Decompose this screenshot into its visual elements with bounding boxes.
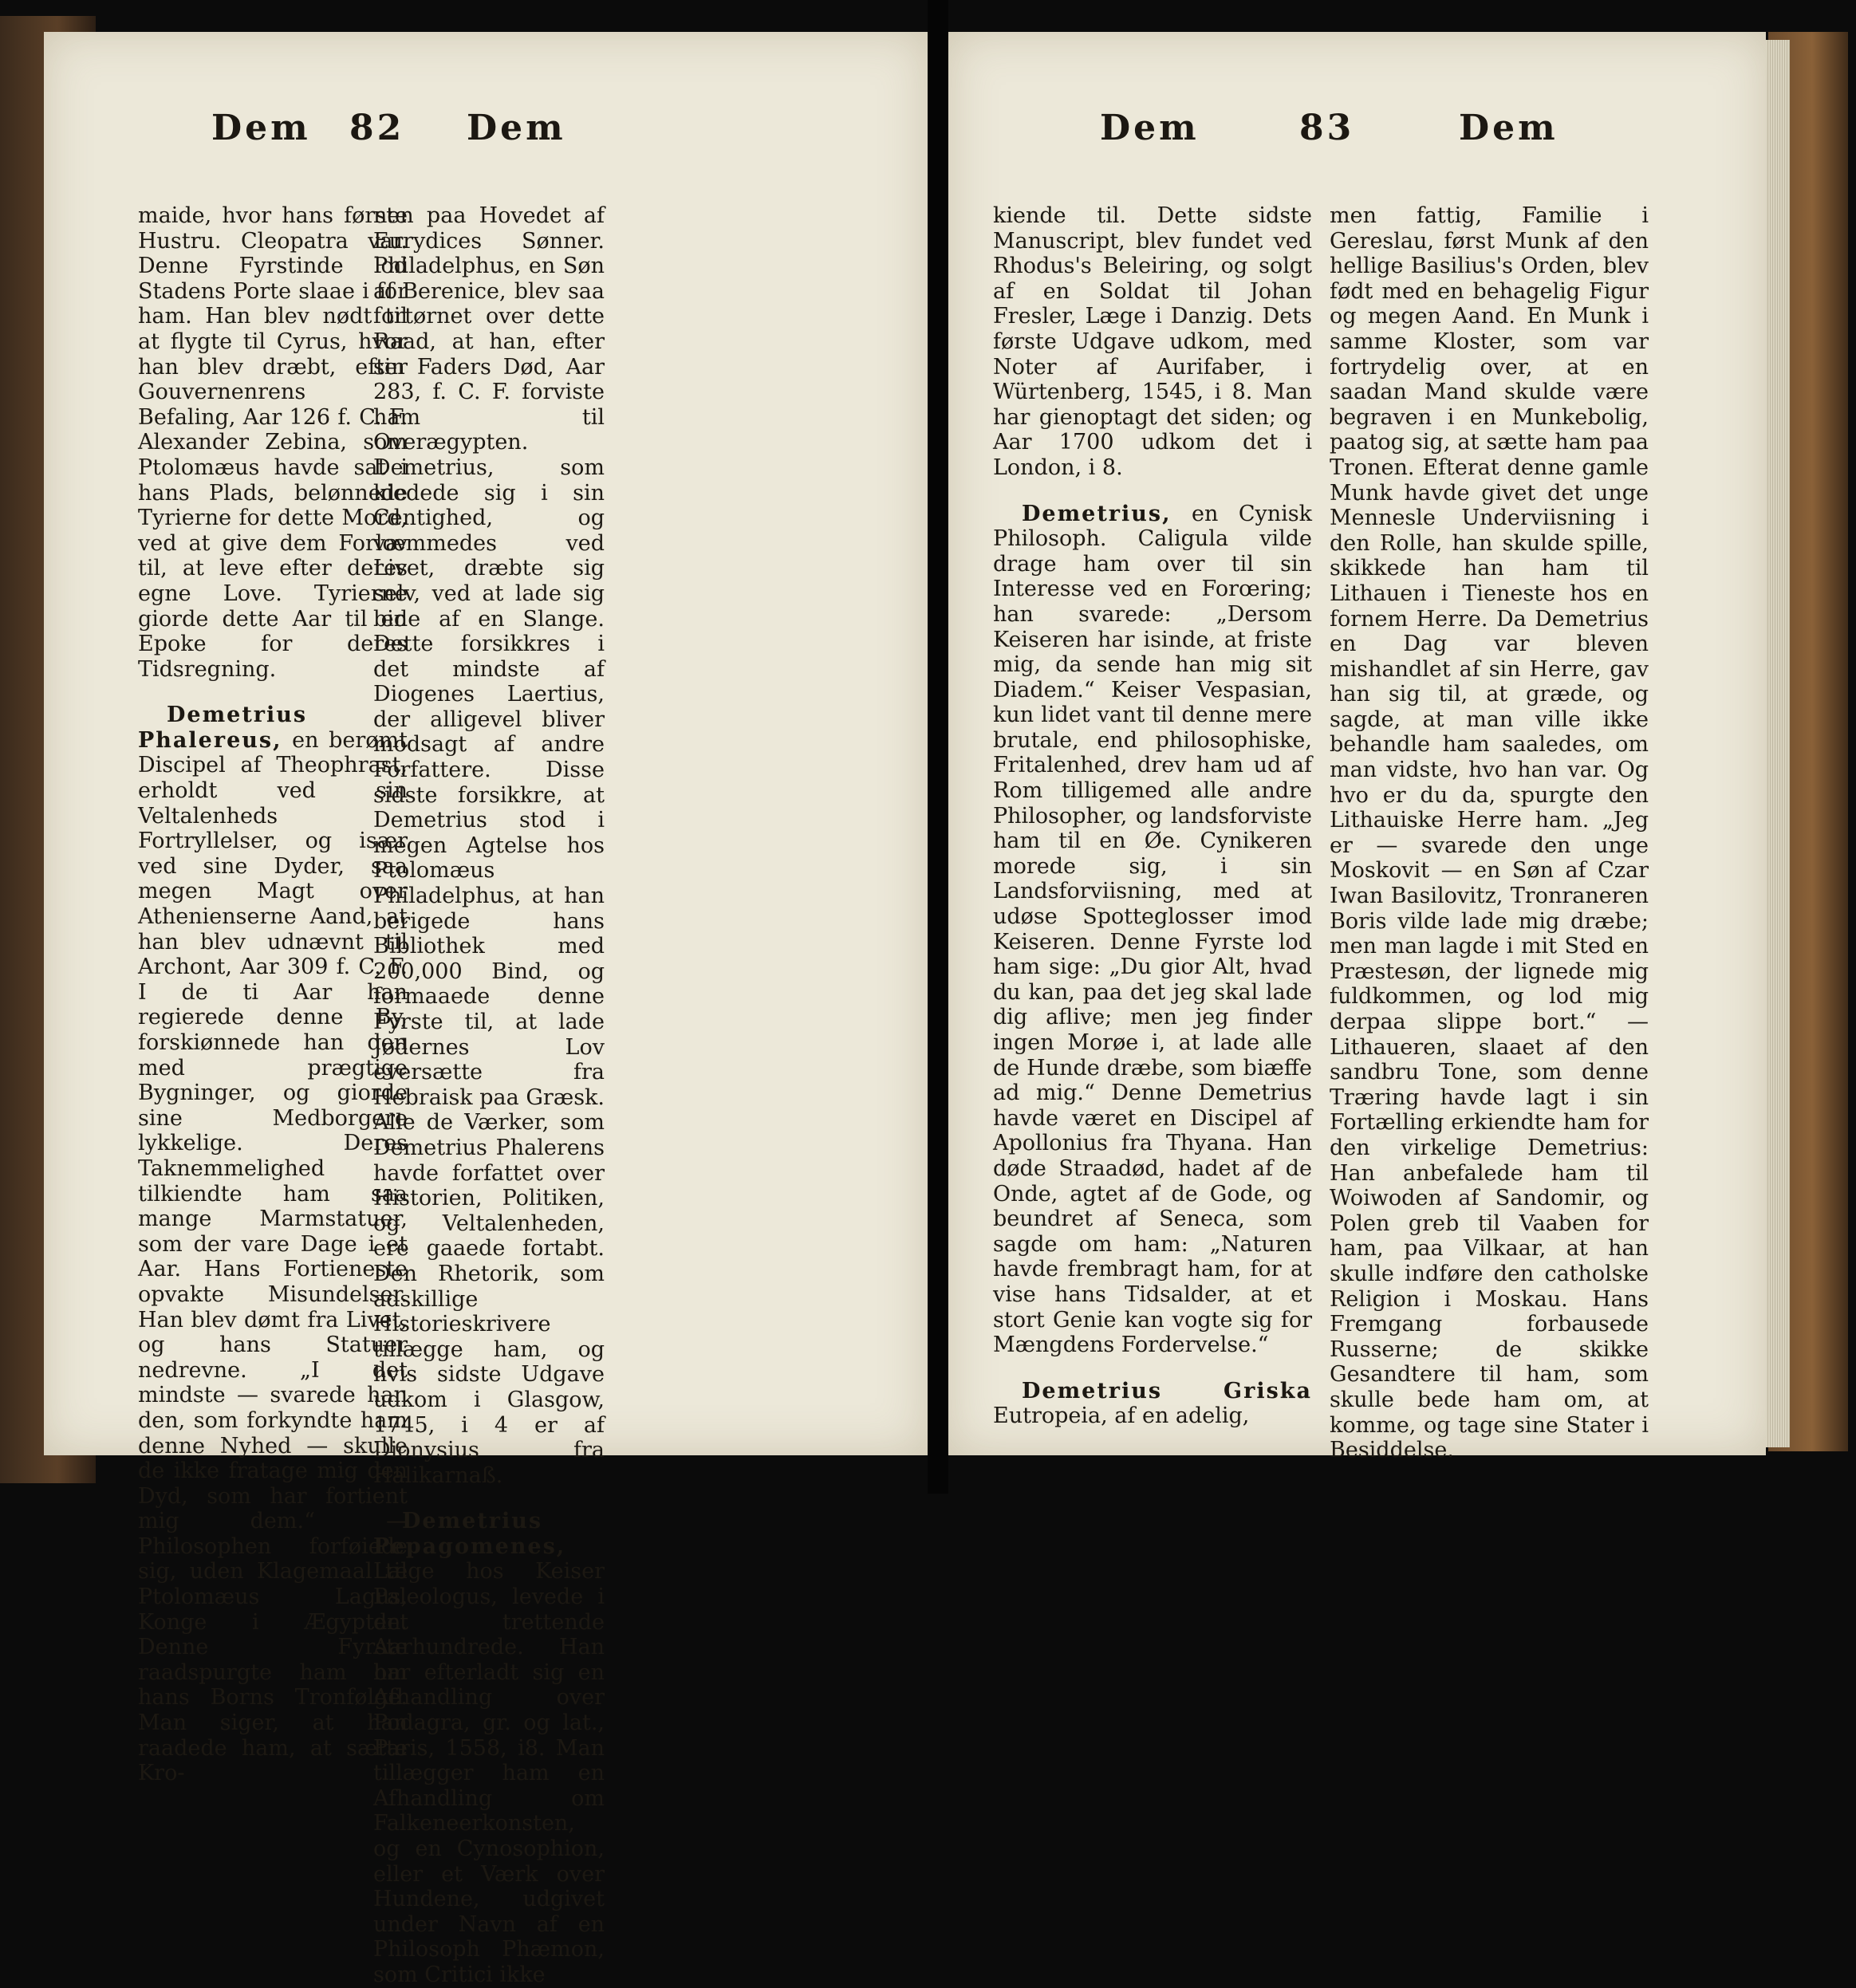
entry-text: en berømt Discipel af Theophrast, erholdt ved sin Veltalenheds Fortryllelser, og især ved sine Dyder, saa megen Magt over Athenienserne Aand, at han blev udnævnt til Archont, Aar 309 f. C. F. I de ti Aar han regierede denne By, forskiønnede han den med prægtige Bygninger, og giorde sine Medborgere lykkelige. Deres Taknemmelighed tilkiendte ham saa mange Marmstatuer, som der vare Dage i et Aar. Hans Fortieneste opvakte Misundelser. Han blev dømt fra Livet, og hans Statuer nedrevne. „I det mindste — svarede han den, som forkyndte ham denne Nyhed — skulle de ikke fratage mig den Dyd, som har fortient mig dem.“ — Philosophen forføiede sig, uden Klagemaal til Ptolomæus Lagus, Konge i Ægypten. Denne Fyrste raadspurgte ham om hans Borns Tronfølge. Man siger, at han raadede ham, at sætte Kro- bbox=[138, 727, 408, 1786]
entry-text: Eutropeia, af en adelig, bbox=[993, 1403, 1250, 1429]
right-page-number: 83 bbox=[1299, 108, 1355, 148]
right-page-header-word-left: Dem bbox=[1100, 108, 1200, 148]
right-page-column-left bbox=[993, 203, 1312, 1429]
article-entry-demetrius-cynic bbox=[993, 502, 1312, 1358]
left-page bbox=[44, 32, 928, 1987]
left-page-header-word-left: Dem bbox=[211, 108, 311, 148]
entry-headword: Demetrius Phalereus, bbox=[138, 703, 308, 753]
article-entry-demetrius-pepagomenes bbox=[373, 1509, 605, 1987]
article-entry-demetrius-phalereus bbox=[138, 703, 408, 1786]
article-paragraph: nen paa Hovedet af Eurydices Sønner. Philadelphus, en Søn af Berenice, blev saa fortørnet over dette Raad, at han, efter sin Faders Død, Aar 283, f. C. F. forviste ham til Overægypten. Demetrius, som kiedede sig i sin Centighed, og væmmedes ved Livet, dræbte sig selv, ved at lade sig bide af en Slange. Dette forsikkres i det mindste af Diogenes Laertius, der alligevel bliver modsagt af andre Forfattere. Disse sidste forsikkre, at Demetrius stod i megen Agtelse hos Ptolomæus Philadelphus, at han berigede hans Bibliothek med 200,000 Bind, og formaaede denne Fyrste til, at lade Jødernes Lov eversætte fra Hebraisk paa Græsk. Alle de Værker, som Demetrius Phalerens havde forfattet over Historien, Politiken, og Veltalenheden, ere gaaede fortabt. Den Rhetorik, som adskillige Historieskrivere tillægge ham, og hvis sidste Udgave udkom i Glasgow, 1745, i 4 er af Dionysius fra Halikarnaß. bbox=[373, 203, 605, 1488]
entry-headword: Demetrius, bbox=[1022, 501, 1172, 526]
entry-text: en Cynisk Philosoph. Caligula vilde drage ham over til sin Interesse ved en Forœring; han svarede: „Dersom Keiseren har isinde, at friste mig, da sende han mig sit Diadem.“ Keiser Vespasian, kun lidet vant til denne mere brutale, end philosophiske, Fritalenhed, drev ham ud af Rom tilligemed alle andre Philosopher, og landsforviste ham til en Øe. Cynikeren morede sig, i sin Landsforviisning, med at udøse Spotteglosser imod Keiseren. Denne Fyrste lod ham sige: „Du gior Alt, hvad du kan, paa det jeg skal lade dig aflive; men jeg finder ingen Morøe i, at lade alle de Hunde dræbe, som biæffe ad mig.“ Denne Demetrius havde været en Discipel af Apollonius fra Thyana. Han døde Straadød, hadet af de Onde, agtet af de Gode, og beundret af Seneca, som sagde om ham: „Naturen havde frembragt ham, for at vise hans Tidsalder, at et stort Genie kan vogte sig for Mængdens Fordervelse.“ bbox=[993, 501, 1312, 1358]
article-paragraph: maide, hvor hans første Hustru. Cleopatra var. Denne Fyrstinde lod Stadens Porte slaae i for ham. Han blev nødt til at flygte til Cyrus, hvor han blev dræbt, efter Gouvernenrens Befaling, Aar 126 f. C. F. Alexander Zebina, som Ptolomæus havde sat i hans Plads, belønnede Tyrierne for dette Mord, ved at give dem Forlov til, at leve efter deres egne Love. Tyrierne giorde dette Aar til en Epoke for deres Tidsregning. bbox=[138, 203, 408, 682]
entry-text: Læge hos Keiser Paleologus, levede i det trettende Aarhundrede. Han har efterladt sig en Afhandling over Podagra, gr. og lat., Paris, 1558, i8. Man tillægger ham en Afhandling om Falkeneerkonsten, og en Cynosophion, eller et Værk over Hundene, udgivet under Navn af en Philosoph Phæmon, som Critici ikke bbox=[373, 1559, 605, 1987]
left-page-column-right bbox=[373, 203, 605, 1987]
right-page-header-word-right: Dem bbox=[1459, 108, 1558, 148]
article-entry-demetrius-griska bbox=[993, 1379, 1312, 1429]
left-page-number: 82 bbox=[349, 108, 405, 148]
left-page-header-word-right: Dem bbox=[467, 108, 566, 148]
article-paragraph: kiende til. Dette sidste Manuscript, blev fundet ved Rhodus's Beleiring, og solgt af en Soldat til Johan Fresler, Læge i Danzig. Dets første Udgave udkom, med Noter af Aurifaber, i Würtenberg, 1545, i 8. Man har gienoptagt det siden; og Aar 1700 udkom det i London, i 8. bbox=[993, 203, 1312, 480]
right-page bbox=[948, 32, 1766, 1463]
left-page-column-left bbox=[138, 203, 408, 1786]
entry-headword: Demetrius Pepagomenes, bbox=[373, 1509, 566, 1559]
book-gutter bbox=[928, 0, 948, 1494]
page-block-edges bbox=[1766, 40, 1790, 1447]
article-paragraph: men fattig, Familie i Gereslau, først Munk af den hellige Basilius's Orden, blev født med en behagelig Figur og megen Aand. En Munk i samme Kloster, som var fortrydelig over, at en saadan Mand skulde være begraven i en Munkebolig, paatog sig, at sætte ham paa Tronen. Efterat denne gamle Munk havde givet det unge Mennesle Underviisning i den Rolle, han skulde spille, skikkede han ham til Lithauen i Tieneste hos en fornem Herre. Da Demetrius en Dag var bleven mishandlet af sin Herre, gav han sig til, at græde, og sagde, at man ville ikke behandle ham saaledes, om man vidste, hvo han var. Og hvo er du da, spurgte den Lithauiske Herre ham. „Jeg er — svarede den unge Moskovit — en Søn af Czar Iwan Basilovitz, Tronraneren Boris vilde lade mig dræbe; men man lagde i mit Sted en Præstesøn, der lignede mig fuldkommen, og lod mig derpaa slippe bort.“ — Lithaueren, slaaet af den sandbru Tone, som denne Træring havde lagt i sin Fortælling erkiendte ham for den virkelige Demetrius: Han anbefalede ham til Woiwoden af Sandomir, og Polen greb til Vaaben for ham, paa Vilkaar, at han skulle indføre den catholske Religion i Moskau. Hans Fremgang forbausede Russerne; de skikke Gesandtere til ham, som skulle bede ham om, at komme, og tage sine Stater i Besiddelse. bbox=[1330, 203, 1649, 1463]
right-page-column-right bbox=[1330, 203, 1649, 1463]
entry-headword: Demetrius Griska bbox=[1022, 1378, 1312, 1403]
